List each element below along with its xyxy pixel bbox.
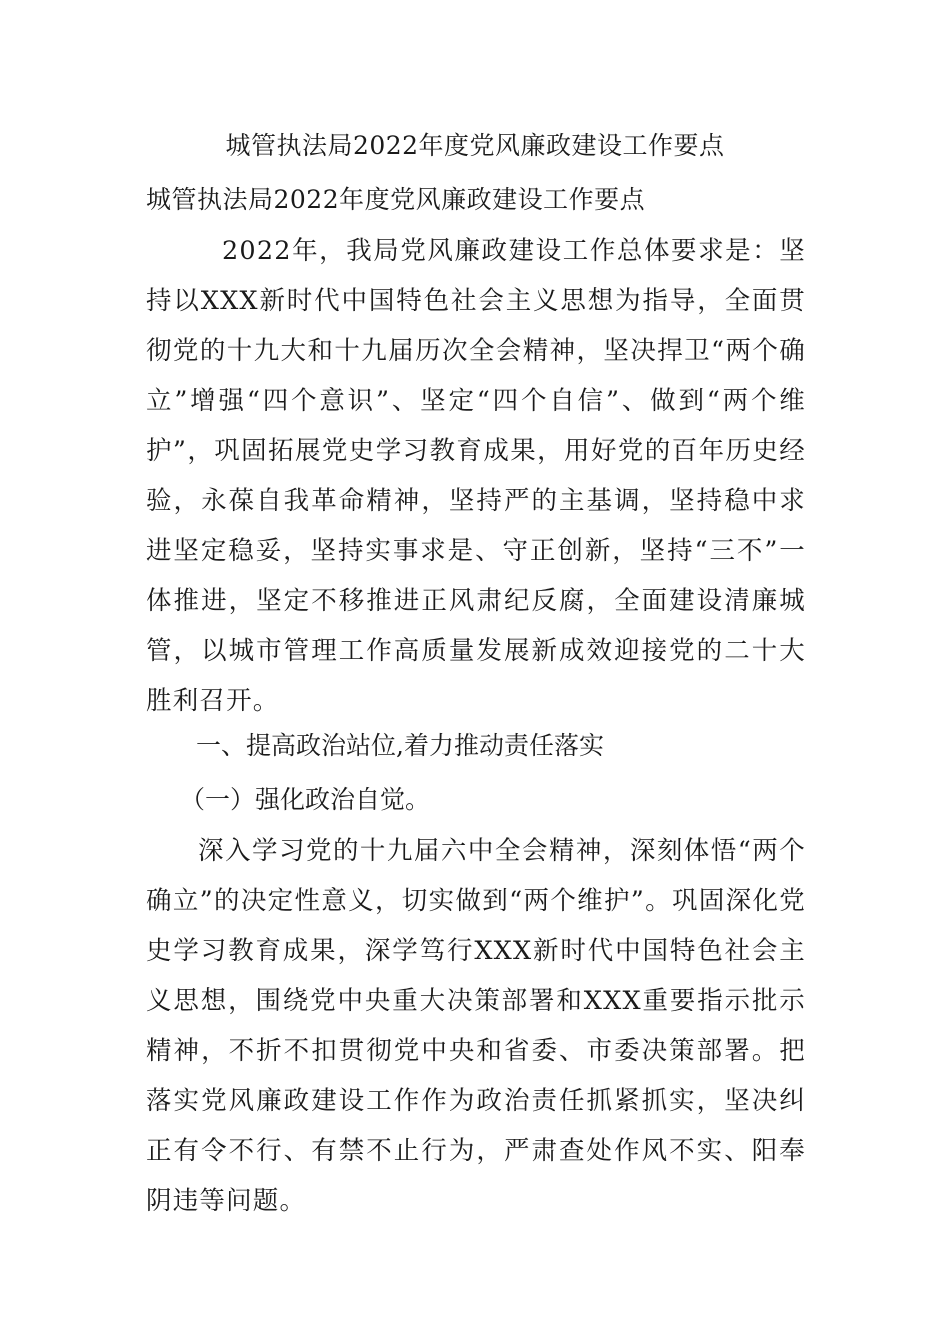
body-paragraph: 2022年，我局党风廉政建设工作总体要求是：坚持以XXX新时代中国特色社会主义思想为指导，全面贯彻党的十九大和十九届历次全会精神，坚决捍卫“两个确立”增强“四个意识”、坚定“四个自信”、做到“两个维护”，巩固拓展党史学习教育成果，用好党的百年历史经验，永葆自我革命精神，坚持严的主基调，坚持稳中求进坚定稳妥，坚持实事求是、守正创新，坚持“三不”一体推进，坚定不移推进正风肃纪反腐，全面建设清廉城管，以城市管理工作高质量发展新成效迎接党的二十大胜利召开。 <box>146 236 806 716</box>
body-paragraph: 深入学习党的十九届六中全会精神，深刻体悟“两个确立”的决定性意义，切实做到“两个维护”。巩固深化党史学习教育成果，深学笃行XXX新时代中国特色社会主义思想，围绕党中央重大决策部署和XXX重要指示批示精神，不折不扣贯彻党中央和省委、市委决策部署。把落实党风廉政建设工作作为政治责任抓紧抓实，坚决纠正有令不行、有禁不止行为，严肃查处作风不实、阳奉阴违等问题。 <box>146 836 806 1216</box>
subsection-heading: （一）强化政治自觉。 <box>180 785 431 814</box>
section-heading: 一、提高政治站位,着力推动责任落实 <box>196 731 604 760</box>
document-title-centered: 城管执法局2022年度党风廉政建设工作要点 <box>225 131 725 160</box>
document-title-repeat: 城管执法局2022年度党风廉政建设工作要点 <box>146 185 646 214</box>
